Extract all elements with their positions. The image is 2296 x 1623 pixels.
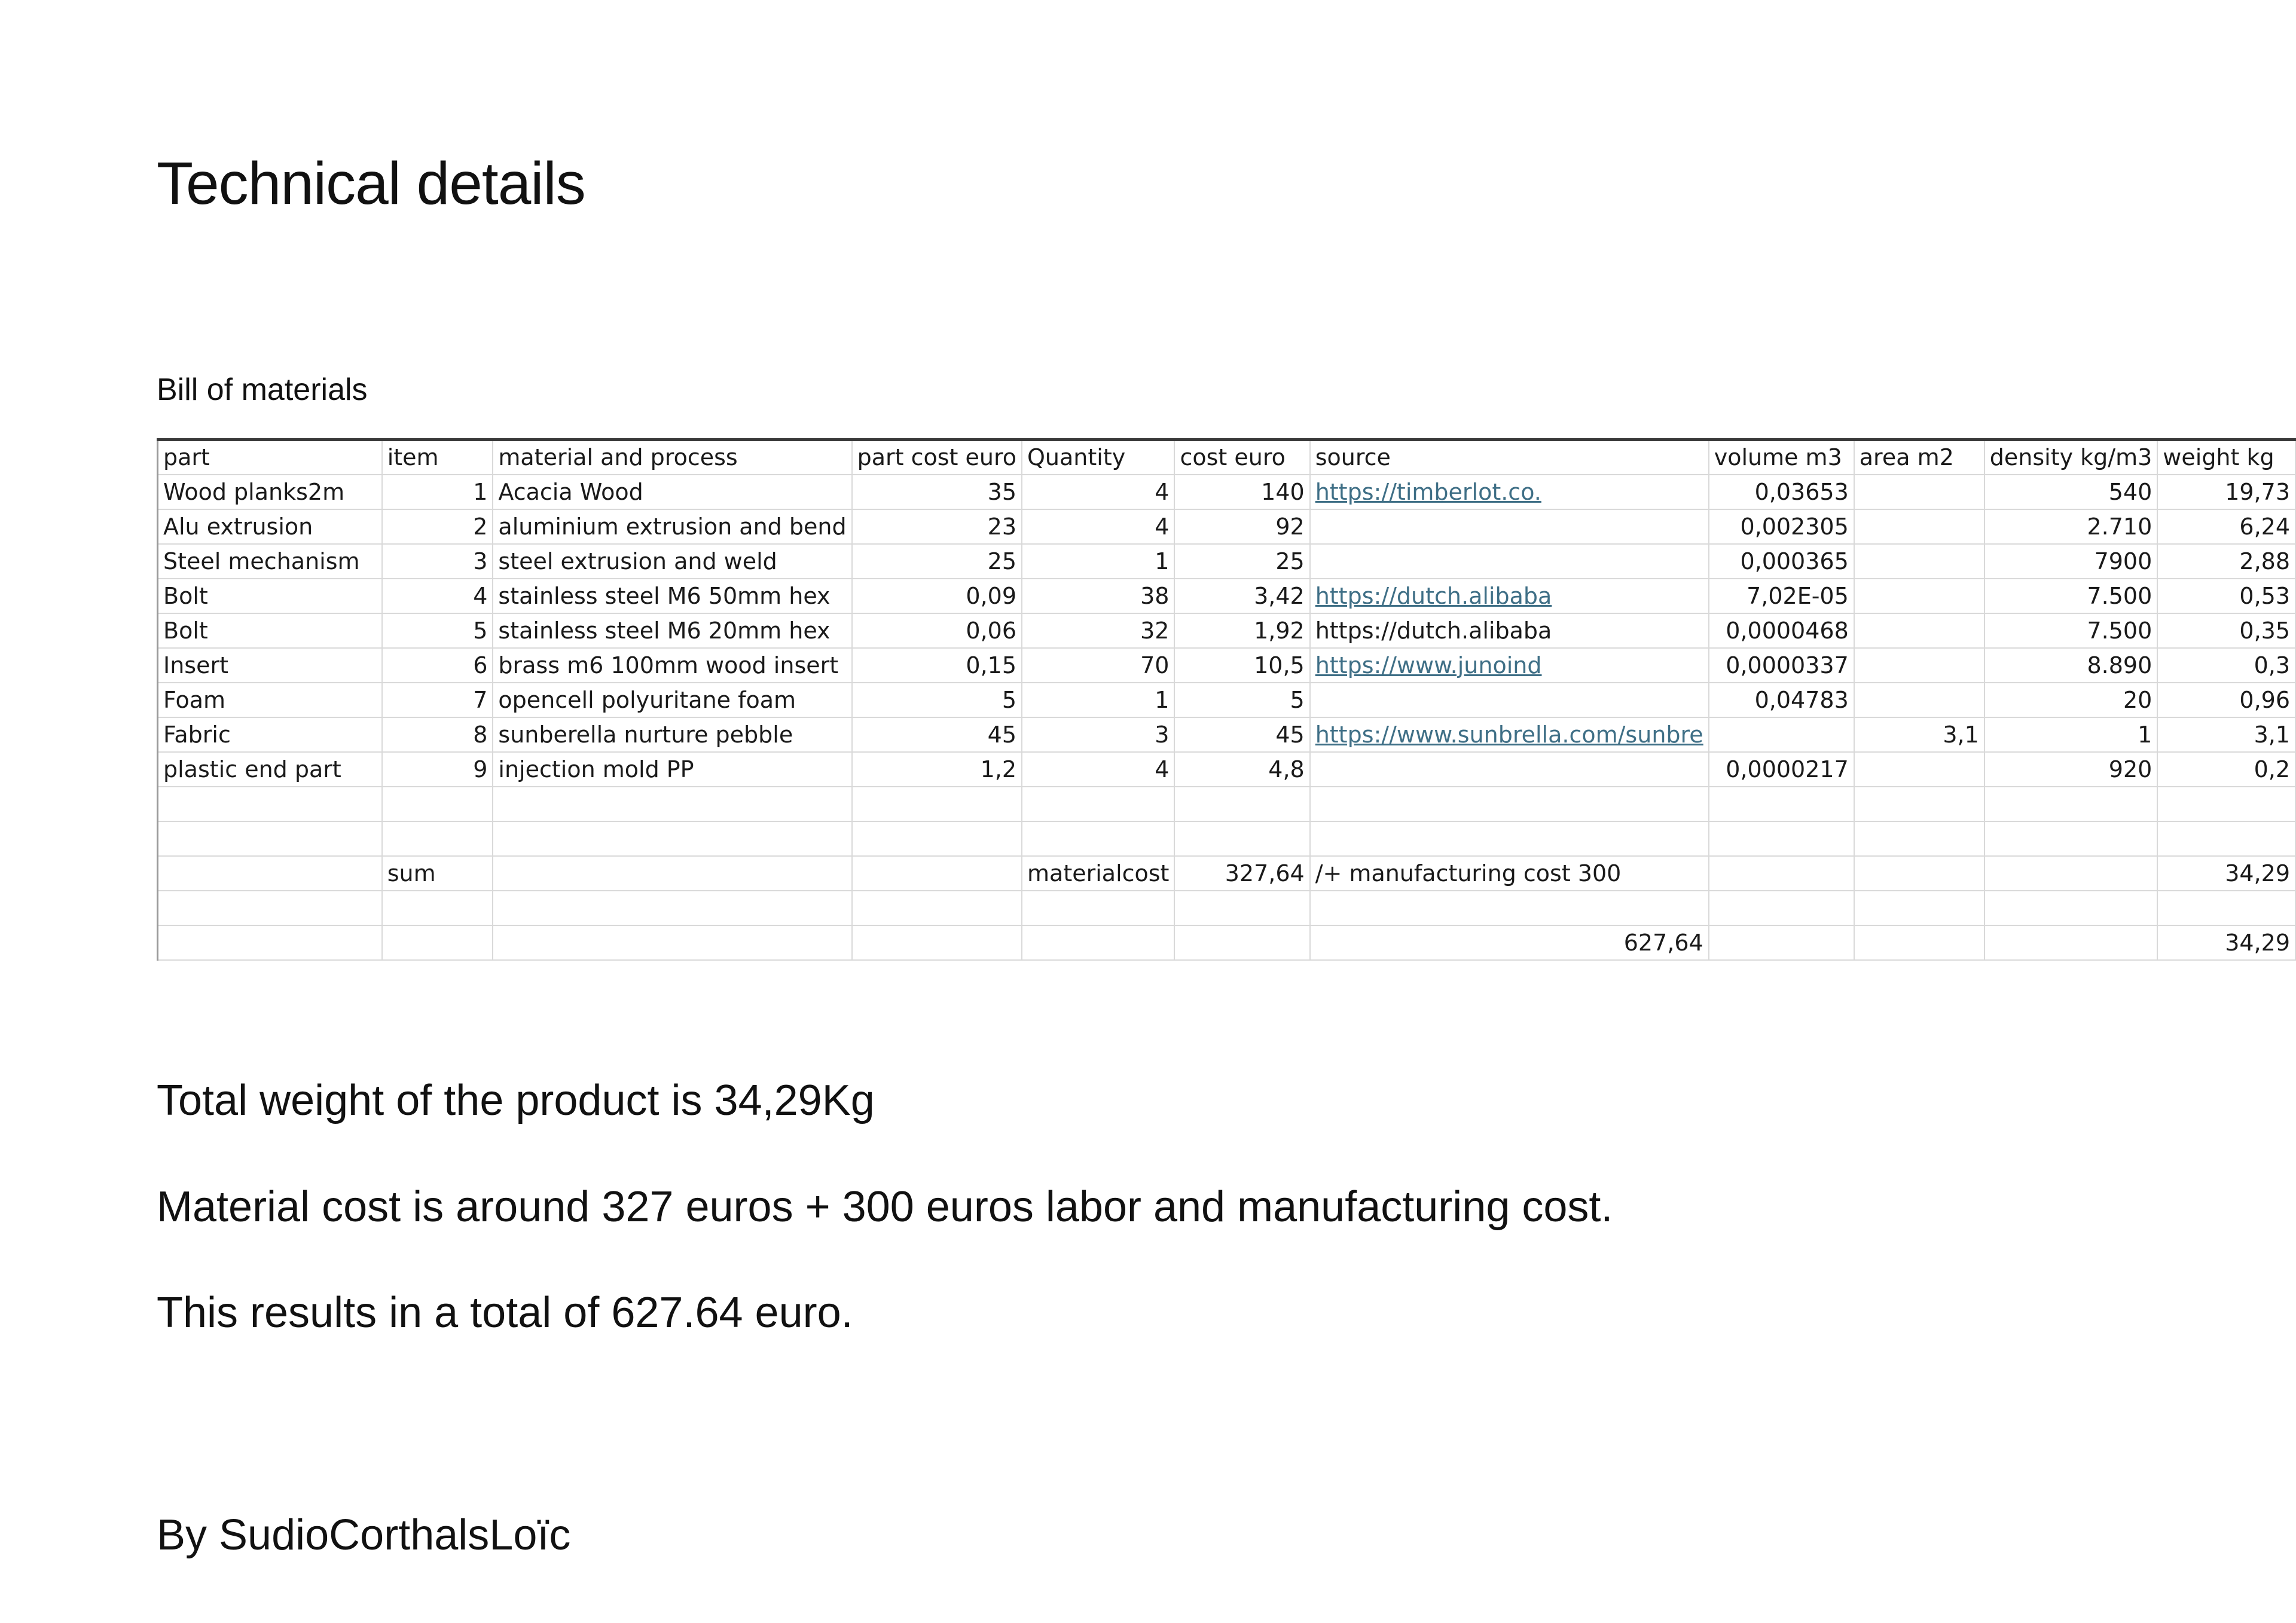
table-row <box>158 613 2296 648</box>
table-cell <box>1310 821 1709 856</box>
table-cell <box>1854 821 1984 856</box>
table-cell <box>493 925 851 960</box>
table-row <box>158 509 2296 544</box>
table-cell <box>1709 787 1854 821</box>
source-link-cell[interactable]: https://timberlot.co. <box>1310 475 1709 509</box>
table-cell <box>493 787 851 821</box>
table-cell: Alu extrusion <box>158 509 382 544</box>
table-row <box>158 752 2296 787</box>
table-cell: injection mold PP <box>493 752 851 787</box>
table-cell <box>1709 891 1854 925</box>
table-cell: 20 <box>1984 683 2158 717</box>
table-cell: 0,002305 <box>1709 509 1854 544</box>
table-cell: 4 <box>1022 509 1174 544</box>
material-cost-text: Material cost is around 327 euros + 300 euros labor and manufacturing cost. <box>157 1183 1613 1231</box>
total-weight-text: Total weight of the product is 34,29Kg <box>157 1077 875 1124</box>
table-cell: 0,04783 <box>1709 683 1854 717</box>
table-cell: 1,92 <box>1174 613 1309 648</box>
table-cell: brass m6 100mm wood insert <box>493 648 851 683</box>
table-cell: 7900 <box>1984 544 2158 579</box>
table-cell <box>493 891 851 925</box>
table-row <box>158 787 2296 821</box>
table-cell <box>158 787 382 821</box>
table-cell: 8 <box>382 717 493 752</box>
table-cell <box>1310 787 1709 821</box>
table-cell <box>493 821 851 856</box>
table-header-row <box>158 440 2296 475</box>
table-cell: 0,09 <box>852 579 1022 613</box>
table-cell: 1 <box>1022 544 1174 579</box>
table-cell <box>1310 509 1709 544</box>
table-cell <box>158 821 382 856</box>
table-cell: stainless steel M6 50mm hex <box>493 579 851 613</box>
table-cell: 6 <box>382 648 493 683</box>
table-cell: Wood planks2m <box>158 475 382 509</box>
table-cell: 0,53 <box>2157 579 2295 613</box>
column-header: weight kg <box>2157 440 2295 475</box>
table-cell <box>1709 821 1854 856</box>
table-cell: 4,8 <box>1174 752 1309 787</box>
table-cell <box>852 856 1022 891</box>
column-header: volume m3 <box>1709 440 1854 475</box>
column-header: source <box>1310 440 1709 475</box>
source-link-cell[interactable]: https://www.sunbrella.com/sunbre <box>1310 717 1709 752</box>
table-cell <box>852 891 1022 925</box>
table-cell: Foam <box>158 683 382 717</box>
table-cell: Insert <box>158 648 382 683</box>
table-cell <box>1854 752 1984 787</box>
table-cell: 4 <box>382 579 493 613</box>
table-cell <box>382 925 493 960</box>
table-cell <box>1854 683 1984 717</box>
table-row <box>158 579 2296 613</box>
table-row <box>158 544 2296 579</box>
table-cell <box>1310 544 1709 579</box>
table-cell <box>852 787 1022 821</box>
table-cell: 4 <box>1022 752 1174 787</box>
table-cell: 0,000365 <box>1709 544 1854 579</box>
table-cell: 0,0000217 <box>1709 752 1854 787</box>
table-row <box>158 891 2296 925</box>
table-cell: Bolt <box>158 579 382 613</box>
table-cell: 45 <box>1174 717 1309 752</box>
table-cell <box>852 925 1022 960</box>
table-cell <box>1022 925 1174 960</box>
table-cell <box>1174 787 1309 821</box>
table-cell: 0,2 <box>2157 752 2295 787</box>
table-cell <box>1854 475 1984 509</box>
column-header: cost euro <box>1174 440 1309 475</box>
table-cell <box>382 787 493 821</box>
table-cell <box>1984 925 2158 960</box>
table-cell: 35 <box>852 475 1022 509</box>
table-cell <box>1854 509 1984 544</box>
table-cell: 10,5 <box>1174 648 1309 683</box>
total-weight: 34,29 <box>2157 925 2295 960</box>
table-cell <box>1854 613 1984 648</box>
table-cell: 0,03653 <box>1709 475 1854 509</box>
table-cell: Acacia Wood <box>493 475 851 509</box>
author-credit: By SudioCorthalsLoïc <box>157 1511 571 1559</box>
table-cell <box>1854 787 1984 821</box>
column-header: area m2 <box>1854 440 1984 475</box>
table-cell: 540 <box>1984 475 2158 509</box>
table-cell: 3,1 <box>1854 717 1984 752</box>
column-header: material and process <box>493 440 851 475</box>
source-link-cell: https://dutch.alibaba <box>1310 613 1709 648</box>
table-cell: 25 <box>1174 544 1309 579</box>
total-cost: 627,64 <box>1310 925 1709 960</box>
materialcost-value: 327,64 <box>1174 856 1309 891</box>
table-cell: 1,2 <box>852 752 1022 787</box>
table-cell: 3 <box>1022 717 1174 752</box>
table-cell: 5 <box>852 683 1022 717</box>
table-cell: 2 <box>382 509 493 544</box>
table-cell: 920 <box>1984 752 2158 787</box>
column-header: part cost euro <box>852 440 1022 475</box>
table-cell <box>382 891 493 925</box>
table-cell: 6,24 <box>2157 509 2295 544</box>
table-cell <box>1709 717 1854 752</box>
materialcost-label: materialcost <box>1022 856 1174 891</box>
table-cell <box>493 856 851 891</box>
bom-section-label: Bill of materials <box>157 372 368 407</box>
table-cell <box>1310 891 1709 925</box>
source-link-cell[interactable]: https://www.junoind <box>1310 648 1709 683</box>
table-cell: 1 <box>1022 683 1174 717</box>
total-cost-text: This results in a total of 627.64 euro. <box>157 1289 853 1337</box>
table-cell <box>158 925 382 960</box>
table-cell: 5 <box>382 613 493 648</box>
table-cell: 1 <box>1984 717 2158 752</box>
table-cell <box>1854 579 1984 613</box>
table-row <box>158 648 2296 683</box>
table-cell: 0,3 <box>2157 648 2295 683</box>
table-cell: Bolt <box>158 613 382 648</box>
table-cell: sunberella nurture pebble <box>493 717 851 752</box>
table-cell: 0,96 <box>2157 683 2295 717</box>
table-cell: 0,0000337 <box>1709 648 1854 683</box>
table-cell: 7.500 <box>1984 579 2158 613</box>
table-cell <box>1854 856 1984 891</box>
column-header: density kg/m3 <box>1984 440 2158 475</box>
table-cell <box>1022 787 1174 821</box>
table-cell <box>1174 891 1309 925</box>
table-cell: 9 <box>382 752 493 787</box>
table-cell: 70 <box>1022 648 1174 683</box>
table-cell: steel extrusion and weld <box>493 544 851 579</box>
sum-weight: 34,29 <box>2157 856 2295 891</box>
table-cell: 0,35 <box>2157 613 2295 648</box>
table-cell: 3,42 <box>1174 579 1309 613</box>
bill-of-materials-table <box>157 438 2296 961</box>
table-cell <box>1174 925 1309 960</box>
table-cell: 2.710 <box>1984 509 2158 544</box>
source-link-cell[interactable]: https://dutch.alibaba <box>1310 579 1709 613</box>
table-cell: 8.890 <box>1984 648 2158 683</box>
table-cell: 2,88 <box>2157 544 2295 579</box>
table-cell <box>1022 821 1174 856</box>
table-cell: 7.500 <box>1984 613 2158 648</box>
table-cell: 7,02E-05 <box>1709 579 1854 613</box>
table-cell: 45 <box>852 717 1022 752</box>
table-cell: 3 <box>382 544 493 579</box>
table-cell: 92 <box>1174 509 1309 544</box>
manufacturing-note: /+ manufacturing cost 300 <box>1310 856 1709 891</box>
table-cell <box>1854 648 1984 683</box>
table-cell <box>1984 821 2158 856</box>
sum-label: sum <box>382 856 493 891</box>
table-cell: 38 <box>1022 579 1174 613</box>
table-cell: plastic end part <box>158 752 382 787</box>
table-cell <box>1984 856 2158 891</box>
table-body <box>158 440 2296 960</box>
sum-row <box>158 856 2296 891</box>
table-cell: 7 <box>382 683 493 717</box>
table-cell: 32 <box>1022 613 1174 648</box>
table-cell: 5 <box>1174 683 1309 717</box>
table-cell <box>1984 891 2158 925</box>
table-cell <box>1709 925 1854 960</box>
table-cell: opencell polyuritane foam <box>493 683 851 717</box>
table-cell: 0,06 <box>852 613 1022 648</box>
table-cell: Fabric <box>158 717 382 752</box>
column-header: Quantity <box>1022 440 1174 475</box>
table-cell: aluminium extrusion and bend <box>493 509 851 544</box>
table-row <box>158 821 2296 856</box>
table-cell: 140 <box>1174 475 1309 509</box>
table-cell <box>1854 925 1984 960</box>
table-cell: 0,0000468 <box>1709 613 1854 648</box>
table-cell <box>1310 752 1709 787</box>
table-cell <box>1174 821 1309 856</box>
table-cell: Steel mechanism <box>158 544 382 579</box>
total-row <box>158 925 2296 960</box>
page-title: Technical details <box>157 150 585 217</box>
table-row <box>158 683 2296 717</box>
table-cell <box>2157 821 2295 856</box>
table-cell: 25 <box>852 544 1022 579</box>
table-cell: 3,1 <box>2157 717 2295 752</box>
table-cell: 1 <box>382 475 493 509</box>
table-cell <box>158 891 382 925</box>
column-header: item <box>382 440 493 475</box>
table-cell <box>1984 787 2158 821</box>
table-cell <box>1854 544 1984 579</box>
table-cell: 4 <box>1022 475 1174 509</box>
table-cell <box>852 821 1022 856</box>
table-cell: 19,73 <box>2157 475 2295 509</box>
column-header: part <box>158 440 382 475</box>
table-cell <box>2157 891 2295 925</box>
table-cell <box>1709 856 1854 891</box>
table-cell <box>1854 891 1984 925</box>
table-cell: 0,15 <box>852 648 1022 683</box>
table-cell <box>1022 891 1174 925</box>
table-cell <box>2157 787 2295 821</box>
table-cell <box>158 856 382 891</box>
table-row <box>158 717 2296 752</box>
table-row <box>158 475 2296 509</box>
table-cell <box>382 821 493 856</box>
table-cell: 23 <box>852 509 1022 544</box>
table-cell <box>1310 683 1709 717</box>
table-cell: stainless steel M6 20mm hex <box>493 613 851 648</box>
